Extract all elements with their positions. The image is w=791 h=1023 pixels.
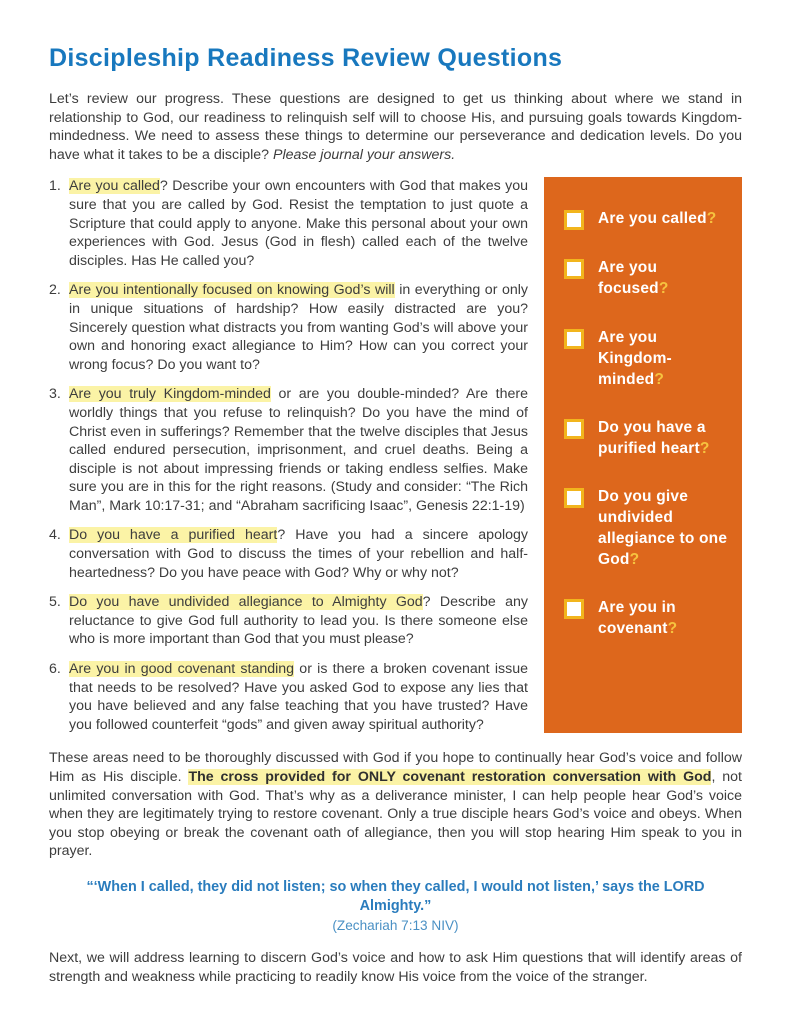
content-row [49,177,742,734]
question-text [69,660,528,734]
highlighted-phrase: Are you in good covenant standing [69,661,295,678]
question-text [69,177,528,270]
question-body: ? Describe your own encounters with God that makes you sure that you are called by God. Resist the temptation to just quote a Scripture that could apply to anyone. Make this personal about your own experiences with God. Jesus (God in flesh) called each of the twelve disciples. Has He called you? [69,178,529,269]
sidebar-label-text: Do you have a purified heart [598,418,706,457]
closing-bold-highlight: The cross provided for ONLY covenant restoration conversation with God [188,769,712,785]
closing-paragraph [49,749,742,861]
question-mark: ? [706,210,717,228]
sidebar-question-purified-heart [564,417,730,459]
next-paragraph: Next, we will address learning to discern God’s voice and how to ask Him questions that will identify areas of strength and weakness while practicing to readily know His voice from the voice of the stranger. [49,950,742,985]
sidebar-label-text: Are you called [598,210,707,228]
question-body: ? Describe any reluctance to give God full authority to lead you. Is there someone else who is more important than God that you must please? [69,594,528,648]
checkbox[interactable] [564,210,584,230]
highlighted-phrase: Do you have undivided allegiance to Almighty God [69,594,423,611]
sidebar-question-label [598,327,730,390]
question-number: 4. [49,527,61,544]
question-item-6 [49,660,528,734]
highlighted-phrase: Do you have a purified heart [69,527,278,544]
highlighted-phrase: Are you intentionally focused on knowing God’s will [69,282,395,299]
question-mark: ? [658,280,669,298]
sidebar-label-text: Are you focused [598,259,659,298]
sidebar-label-text: Are you in covenant [598,599,676,638]
scripture-reference: (Zechariah 7:13 NIV) [332,918,459,934]
question-mark: ? [654,370,664,388]
checkbox[interactable] [564,419,584,439]
closing-before: These areas need to be thoroughly discussed with God if you hope to continually hear God’s voice and follow Him as His disciple. [49,750,742,785]
scripture-quote: “‘When I called, they did not listen; so when they called, I would not listen,’ says the LORD Almighty.” [86,878,705,914]
question-number: 6. [49,661,61,678]
sidebar-question-label [598,417,730,459]
question-body: or is there a broken covenant issue that needs to be resolved? Have you asked God to expose any lies that you have believed and any false teaching that you have trusted? Have you followed counterfeit “gods” and given away spiritual authority? [69,661,528,733]
question-number: 5. [49,594,61,611]
page-title: Discipleship Readiness Review Questions [49,44,563,72]
question-item-3 [49,385,528,515]
question-body: in everything or only in unique situations of hardship? How easily distracted are you? Sincerely question what distracts you from wanting God’s will above your own and honoring exact allegiance to Him? How can you correct your wrong focus? Do you want to? [69,282,528,373]
sidebar-question-focused [564,257,730,299]
question-number: 2. [49,282,61,299]
question-mark: ? [699,439,710,457]
intro-italic-text: Please journal your answers. [272,146,456,163]
question-mark: ? [667,620,678,638]
question-item-2 [49,281,528,374]
sidebar-question-label [598,208,716,229]
checkbox[interactable] [564,329,584,349]
checkbox[interactable] [564,488,584,508]
question-item-4 [49,526,528,582]
intro-text: Let’s review our progress. These questions are designed to get us thinking about where we stand in relationship to God, our readiness to relinquish self will to choose His, and pursuing goals towards Kingdom-mindedness. We need to assess these things to determine our perseverance and dedication levels. Do you have what it takes to be a disciple? [49,91,742,163]
question-text [69,526,528,582]
question-item-1 [49,177,528,270]
question-text [69,281,528,374]
sidebar-label-text: Do you give undivided allegiance to one God [598,487,728,569]
question-body: or are you double-minded? Are there worldly things that you refuse to relinquish? Do you have the mind of Christ even in sufferings? Remember that the twelve disciples that Jesus called endured persecution, imprisonment, and cruel deaths. Being a disciple is not about impressing friends or taking endless selfies. Make sure you are in this for the right reasons. (Study and consider: “The Rich Man”, Mark 10:17-31; and “Abraham sacrificing Isaac”, Genesis 22:1-19) [69,386,528,514]
checkbox[interactable] [564,599,584,619]
sidebar-checklist [544,177,742,733]
sidebar-question-label [598,486,730,570]
highlighted-phrase: Are you truly Kingdom-minded [69,386,271,403]
checkbox[interactable] [564,259,584,279]
sidebar-question-label [598,257,730,299]
closing-after: , not unlimited conversation with God. That’s why as a deliverance minister, I can help people hear God’s voice when they are legitimately trying to restore covenant. Only a true disciple hears God’s voice and obeys. When you stop obeying or break the covenant oath of allegiance, then you will stop hearing Him speak to you in prayer. [49,769,742,860]
question-item-5 [49,593,528,649]
question-text [69,593,528,649]
sidebar-label-text: Are you Kingdom-minded [598,328,672,388]
intro-paragraph [49,90,742,164]
question-mark: ? [629,551,640,569]
sidebar-question-undivided-allegiance [564,486,730,570]
sidebar-question-kingdom-minded [564,327,730,390]
question-number: 1. [49,178,61,195]
sidebar-question-label [598,597,730,639]
question-text [69,385,528,515]
sidebar-question-covenant [564,597,730,639]
sidebar-question-called [564,208,730,230]
question-body: ? Have you had a sincere apology conversation with God to discuss the times of your rebellion and half-heartedness? Do you have peace with God? Why or why not? [69,527,528,581]
highlighted-phrase: Are you called [69,178,160,195]
questions-list [49,177,528,734]
question-number: 3. [49,386,61,403]
